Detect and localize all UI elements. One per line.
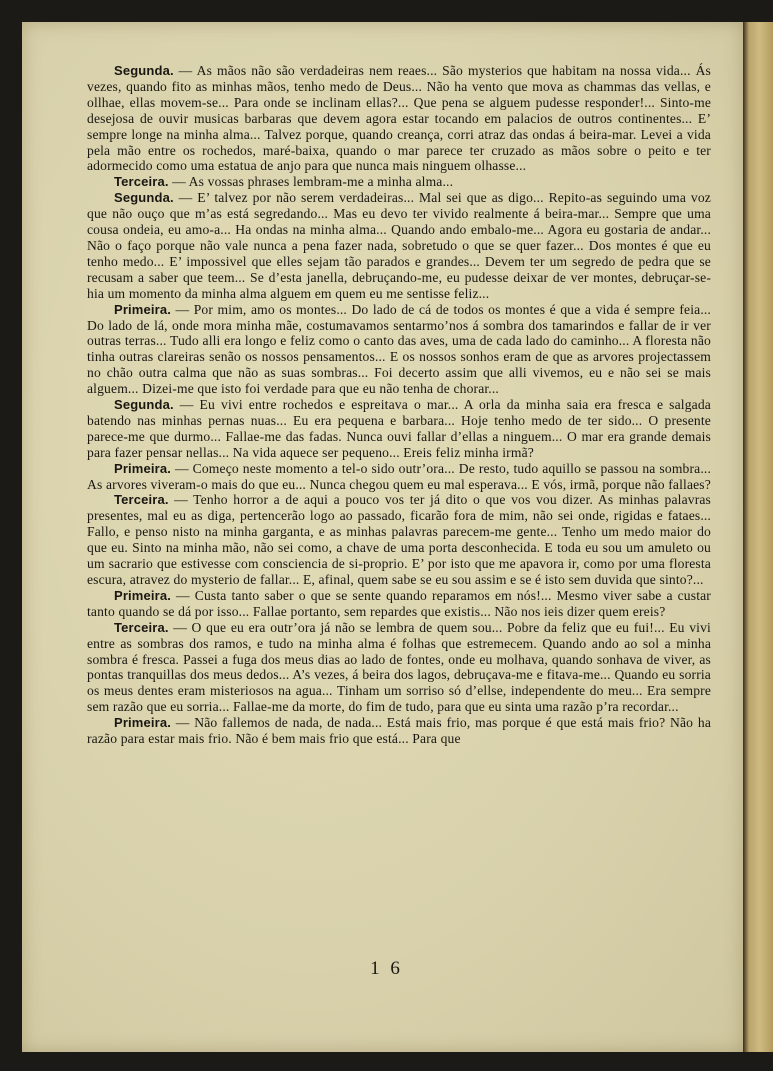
dialogue-paragraph (87, 63, 711, 174)
speech-text: — Começo neste momento a tel-o sido outr’ora... De resto, tudo aquillo se passou na sombra... As arvores viveram-o mais do que eu... Nunca chegou quem eu mal esperava... E vós, irmã, porque não fallaes? (87, 460, 711, 492)
speaker-name: Segunda. (114, 63, 174, 78)
speaker-name: Segunda. (114, 397, 174, 413)
dialogue-paragraph (87, 620, 711, 715)
speaker-name: Terceira. (114, 174, 169, 190)
speech-text: — Por mim, amo os montes... Do lado de cá de todos os montes é que a vida é sempre feia... Do lado de lá, onde mora minha mãe, costumavamos sentarmo’nos á sombra dos tamarindos e fallar de ir ver outras terras... Tudo alli era longo e feliz como o canto das aves, uma de cada lado do caminho... A floresta não tinha outras clareiras senão os nossos pensamentos... E os nossos sonhos eram de que as arvores projectassem no chão outra calma que não as suas sombras... Foi decerto assim que alli vivemos, eu e não sei se mais alguem... Dizei-me que isto foi verdade para que eu não tenha de chorar... (87, 301, 711, 397)
dialogue-paragraph (87, 715, 711, 747)
speech-text: — Não fallemos de nada, de nada... Está mais frio, mas porque é que está mais frio? Não ha razão para estar mais frio. Não é bem mais frio que está... Para que (87, 715, 711, 747)
speaker-name: Primeira. (114, 460, 171, 476)
dialogue-paragraph (87, 302, 711, 397)
dialogue-paragraph (87, 190, 711, 301)
adjacent-page-edge (743, 22, 773, 1052)
page-number: 1 6 (370, 958, 403, 979)
speaker-name: Terceira. (114, 492, 169, 508)
dialogue-paragraph (87, 174, 711, 190)
speech-text: — As vossas phrases lembram-me a minha alma... (168, 174, 454, 190)
speech-text: — O que eu era outr’ora já não se lembra de quem sou... Pobre da feliz que eu fui!... Eu vivi entre as sombras dos ramos, e tudo na minha alma é folhas que estremecem. Quando ando ao sol a minha sombra é fresca. Passei a fuga dos meus dias ao lado de fontes, onde eu molhava, quando sonhava de viver, as pontas tranquillas dos meus dedos... A’s vezes, á beira dos lagos, debruçava-me e fitava-me... Quando eu sorria os meus dentes eram misteriosos na agua... Tinham um sorriso só d’ellse, independente do meu... Era sempre sem razão que eu sorria... Fallae-me da morte, do fim de tudo, para que eu sinta uma razão p’ra recordar... (87, 619, 711, 715)
dialogue-paragraph (87, 461, 711, 493)
speech-text: — As mãos não são verdadeiras nem reaes... São mysterios que habitam na nossa vida... Ás vezes, quando fito as minhas mãos, tenho medo de Deus... Não ha vento que mova as chammas das vellas, e ollhae, ellas movem-se... Para onde se inclinam ellas?... Que pena se alguem pudesse responder!... Sinto-me desejosa de ouvir musicas barbaras que devem agora estar tocando em palacios de outros continentes... E’ sempre longe na minha alma... Talvez porque, quando creança, corri atraz das ondas á beira-mar. Levei a vida pela mão entre os rochedos, maré-baixa, quando o mar parece ter cruzado as mãos sobre o peito e ter adormecido como uma estatua de anjo para que nunca mais ninguem olhasse... (87, 63, 711, 174)
dialogue-paragraph (87, 588, 711, 620)
dialogue-text-block (87, 63, 711, 747)
speech-text: — Tenho horror a de aqui a pouco vos ter já dito o que vos vou dizer. As minhas palavras presentes, mal eu as diga, pertencerão logo ao passado, ficarão fora de mim, não sei onde, rigidas e fataes... Fallo, e penso nisto na minha garganta, e as minhas palavras parecem-me gente... Tenho um medo maior do que eu. Sinto na minha mão, não sei como, a chave de uma porta desconhecida. E toda eu sou um amuleto ou um sacrario que estivesse com consciencia de si-proprio. E’ por isto que me apavora ir, como por uma floresta escura, atravez do mysterio de fallar... E, afinal, quem sabe se eu sou assim e se é isto sem duvida que sinto?... (87, 492, 711, 587)
speaker-name: Terceira. (114, 619, 169, 635)
speaker-name: Primeira. (114, 715, 171, 731)
speech-text: — E’ talvez por não serem verdadeiras... Mal sei que as digo... Repito-as seguindo uma voz que não ouço que m’as está segredando... Mas eu devo ter vivido realmente á beira-mar... Sempre que uma cousa ondeia, eu amo-a... Ha ondas na minha alma... Quando ando embalo-me... Agora eu gostaria de andar... Não o faço porque não vale nunca a pena fazer nada, sobretudo o que se quer fazer... Dos montes é que eu tenho medo... E’ impossivel que elles sejam tão parados e grandes... Devem ter um segredo de pedra que se recusam a saber que teem... Se d’esta janella, debruçando-me, eu pudesse deixar de ver montes, debruçar-se-hia um momento da minha alma alguem em quem eu me sentisse feliz... (87, 190, 711, 301)
speaker-name: Segunda. (114, 190, 174, 206)
dialogue-paragraph (87, 492, 711, 587)
speech-text: — Custa tanto saber o que se sente quando reparamos em nós!... Mesmo viver sabe a custar tanto quando se dá por isso... Fallae portanto, sem repardes que existis... Não nos ieis dizer quem ereis? (87, 587, 711, 619)
speaker-name: Primeira. (114, 301, 171, 317)
speaker-name: Primeira. (114, 587, 171, 603)
dialogue-paragraph (87, 397, 711, 461)
speech-text: — Eu vivi entre rochedos e espreitava o mar... A orla da minha saia era fresca e salgada batendo nas minhas pernas nuas... Eu era pequena e barbara... Hoje tenho medo de ter sido... O presente parece-me que durmo... Fallae-me das fadas. Nunca ouvi fallar d’ellas a ninguem... O mar era grande demais para fazer pensar nellas... Na vida aquece ser pequeno... Ereis feliz minha irmã? (87, 397, 711, 460)
